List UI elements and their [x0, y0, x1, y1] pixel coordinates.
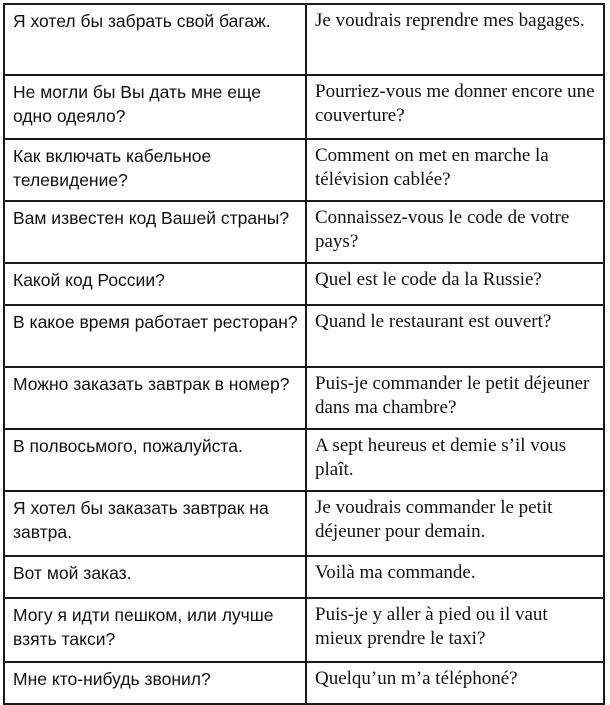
french-phrase: Connaissez-vous le code de votre pays?: [306, 201, 604, 263]
french-phrase: Quelqu’un m’a téléphoné?: [306, 662, 604, 704]
french-phrase: Puis-je y aller à pied ou il vaut mieux prendre le taxi?: [306, 598, 604, 662]
french-phrase: Quel est le code da la Russie?: [306, 263, 604, 305]
table-row: [4, 491, 604, 556]
russian-phrase: Вот мой заказ.: [4, 556, 306, 598]
phrase-table: [3, 3, 605, 705]
french-phrase: Je voudrais commander le petit déjeuner pour demain.: [306, 491, 604, 556]
table-row: [4, 4, 604, 75]
russian-phrase: В какое время работает ресторан?: [4, 305, 306, 367]
table-row: [4, 263, 604, 305]
table-row: [4, 662, 604, 704]
russian-phrase: Можно заказать завтрак в номер?: [4, 367, 306, 429]
russian-phrase: Какой код России?: [4, 263, 306, 305]
french-phrase: Je voudrais reprendre mes bagages.: [306, 4, 604, 75]
french-phrase: Comment on met en marche la télévision cablée?: [306, 139, 604, 201]
russian-phrase: Могу я идти пешком, или лучше взять такси?: [4, 598, 306, 662]
table-row: [4, 598, 604, 662]
french-phrase: Quand le restaurant est ouvert?: [306, 305, 604, 367]
table-row: [4, 367, 604, 429]
russian-phrase: Мне кто-нибудь звонил?: [4, 662, 306, 704]
french-phrase: Pourriez-vous me donner encore une couverture?: [306, 75, 604, 139]
russian-phrase: Как включать кабельное телевидение?: [4, 139, 306, 201]
french-phrase: A sept heureus et demie s’il vous plaît.: [306, 429, 604, 491]
table-row: [4, 139, 604, 201]
russian-phrase: Я хотел бы заказать завтрак на завтра.: [4, 491, 306, 556]
table-row: [4, 201, 604, 263]
table-row: [4, 305, 604, 367]
french-phrase: Voilà ma commande.: [306, 556, 604, 598]
russian-phrase: Не могли бы Вы дать мне еще одно одеяло?: [4, 75, 306, 139]
table-row: [4, 429, 604, 491]
russian-phrase: В полвосьмого, пожалуйста.: [4, 429, 306, 491]
table-row: [4, 75, 604, 139]
russian-phrase: Вам известен код Вашей страны?: [4, 201, 306, 263]
russian-phrase: Я хотел бы забрать свой багаж.: [4, 4, 306, 75]
table-row: [4, 556, 604, 598]
french-phrase: Puis-je commander le petit déjeuner dans ma chambre?: [306, 367, 604, 429]
